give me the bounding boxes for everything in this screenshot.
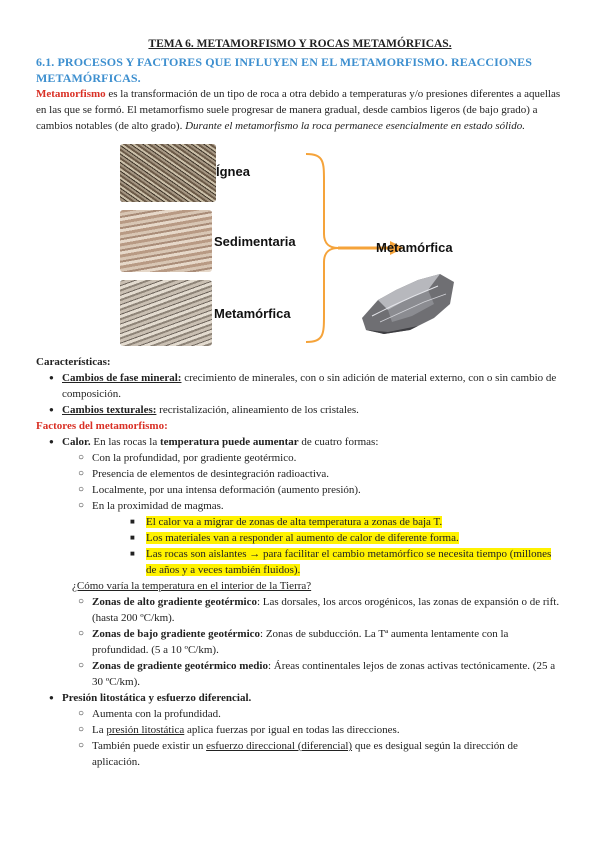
- calor-term: Calor.: [62, 436, 91, 448]
- zone-text-2: : Zonas de subducción. La Tª aumenta lentamente con la profundidad. (5 a 10 ºC/km).: [92, 628, 509, 656]
- list-item: ○ Con la profundidad, por gradiente geotérmico.: [36, 450, 564, 466]
- caract-term-2: Cambios texturales:: [62, 404, 157, 416]
- highlight-text: Los materiales van a responder al aumento de calor de diferente forma.: [146, 532, 459, 544]
- highlight-text: El calor va a migrar de zonas de alta temperatura a zonas de baja T.: [146, 516, 443, 528]
- list-item: [36, 546, 564, 578]
- presion-text-b: aplica fuerzas por igual en todas las direcciones.: [184, 724, 400, 736]
- page-title: TEMA 6. METAMORFISMO Y ROCAS METAMÓRFICAS.: [148, 38, 452, 50]
- temperature-question: ¿Cómo varía la temperatura en el interior de la Tierra?: [72, 580, 312, 592]
- caract-text-1: crecimiento de minerales, con o sin adición de material externo, con o sin cambio de composición.: [62, 372, 557, 400]
- section-heading: 6.1. PROCESOS Y FACTORES QUE INFLUYEN EN EL METAMORFISMO. REACCIONES METAMÓRFICAS.: [36, 55, 532, 85]
- sedimentary-rock-image: [120, 210, 212, 272]
- metamorphic-rock-image: [120, 280, 212, 346]
- document-page: [36, 36, 564, 770]
- list-item: ○ En la proximidad de magmas.: [36, 498, 564, 514]
- zone-term-1: Zonas de alto gradiente geotérmico: [92, 596, 257, 608]
- presion-underline-a: presión litostática: [106, 724, 185, 736]
- intro-paragraph: [36, 86, 564, 134]
- zone-text-3: : Áreas continentales lejos de zonas activas tectónicamente. (25 a 30 ºC/km).: [92, 660, 556, 688]
- list-item: [36, 402, 564, 418]
- intro-term: Metamorfismo: [36, 88, 106, 100]
- calor-text1: En las rocas la: [90, 436, 160, 448]
- list-item: ○ Localmente, por una intensa deformación (aumento presión).: [36, 482, 564, 498]
- intro-italic: Durante el metamorfismo la roca permanece esencialmente en estado sólido.: [185, 120, 525, 132]
- presion-heading: ● Presión litostática y esfuerzo diferencial.: [36, 690, 564, 706]
- zone-term-3: Zonas de gradiente geotérmico medio: [92, 660, 268, 672]
- list-item: [36, 738, 564, 770]
- list-item: [36, 626, 564, 658]
- list-item: [36, 722, 564, 738]
- label-result: Metamórfica: [376, 240, 453, 255]
- presion-text-d: que es desigual según la dirección de aplicación.: [92, 740, 518, 768]
- presion-text-c: También puede existir un: [92, 740, 207, 752]
- label-sedimentary: Sedimentaria: [214, 234, 296, 249]
- rock-cycle-figure: [36, 142, 564, 354]
- list-item-calor: [36, 434, 564, 450]
- list-item: [36, 658, 564, 690]
- metamorphic-result-image: [358, 260, 458, 340]
- zone-term-2: Zonas de bajo gradiente geotérmico: [92, 628, 261, 640]
- list-item: [36, 594, 564, 626]
- zone-text-1: : Las dorsales, los arcos orogénicos, las zonas de expansión o de rift. (hasta 200 ºC/km).: [92, 596, 560, 624]
- list-item: [36, 514, 564, 530]
- caract-term-1: Cambios de fase mineral:: [62, 372, 182, 384]
- brace-shape: [306, 154, 338, 342]
- igneous-rock-image: [120, 144, 216, 202]
- list-item: [36, 370, 564, 402]
- caracteristicas-heading: Características:: [36, 356, 111, 368]
- highlight-text: Las rocas son aislantes → para facilitar el cambio metamórfico se necesita tiempo (millones de años y a veces también fluidos).: [146, 548, 552, 576]
- label-metamorphic: Metamórfica: [214, 306, 291, 321]
- caract-text-2: recristalización, alineamiento de los cristales.: [156, 404, 359, 416]
- calor-bold: temperatura puede aumentar: [159, 436, 299, 448]
- intro-text: es la transformación de un tipo de roca a otra debido a temperaturas y/o presiones diferentes a aquellas en las que se formó. El metamorfismo suele progresar de manera gradual, desde cambios ligeros (de bajo grado) a cambios notables (de alto grado).: [36, 88, 561, 132]
- factores-heading: Factores del metamorfismo:: [36, 420, 168, 432]
- list-item: ○ Aumenta con la profundidad.: [36, 706, 564, 722]
- list-item: [36, 530, 564, 546]
- label-igneous: Ígnea: [216, 164, 250, 179]
- presion-underline-b: esfuerzo direccional (diferencial): [206, 740, 353, 752]
- calor-text2: de cuatro formas:: [298, 436, 379, 448]
- presion-text-a: La: [92, 724, 107, 736]
- list-item: ○ Presencia de elementos de desintegración radioactiva.: [36, 466, 564, 482]
